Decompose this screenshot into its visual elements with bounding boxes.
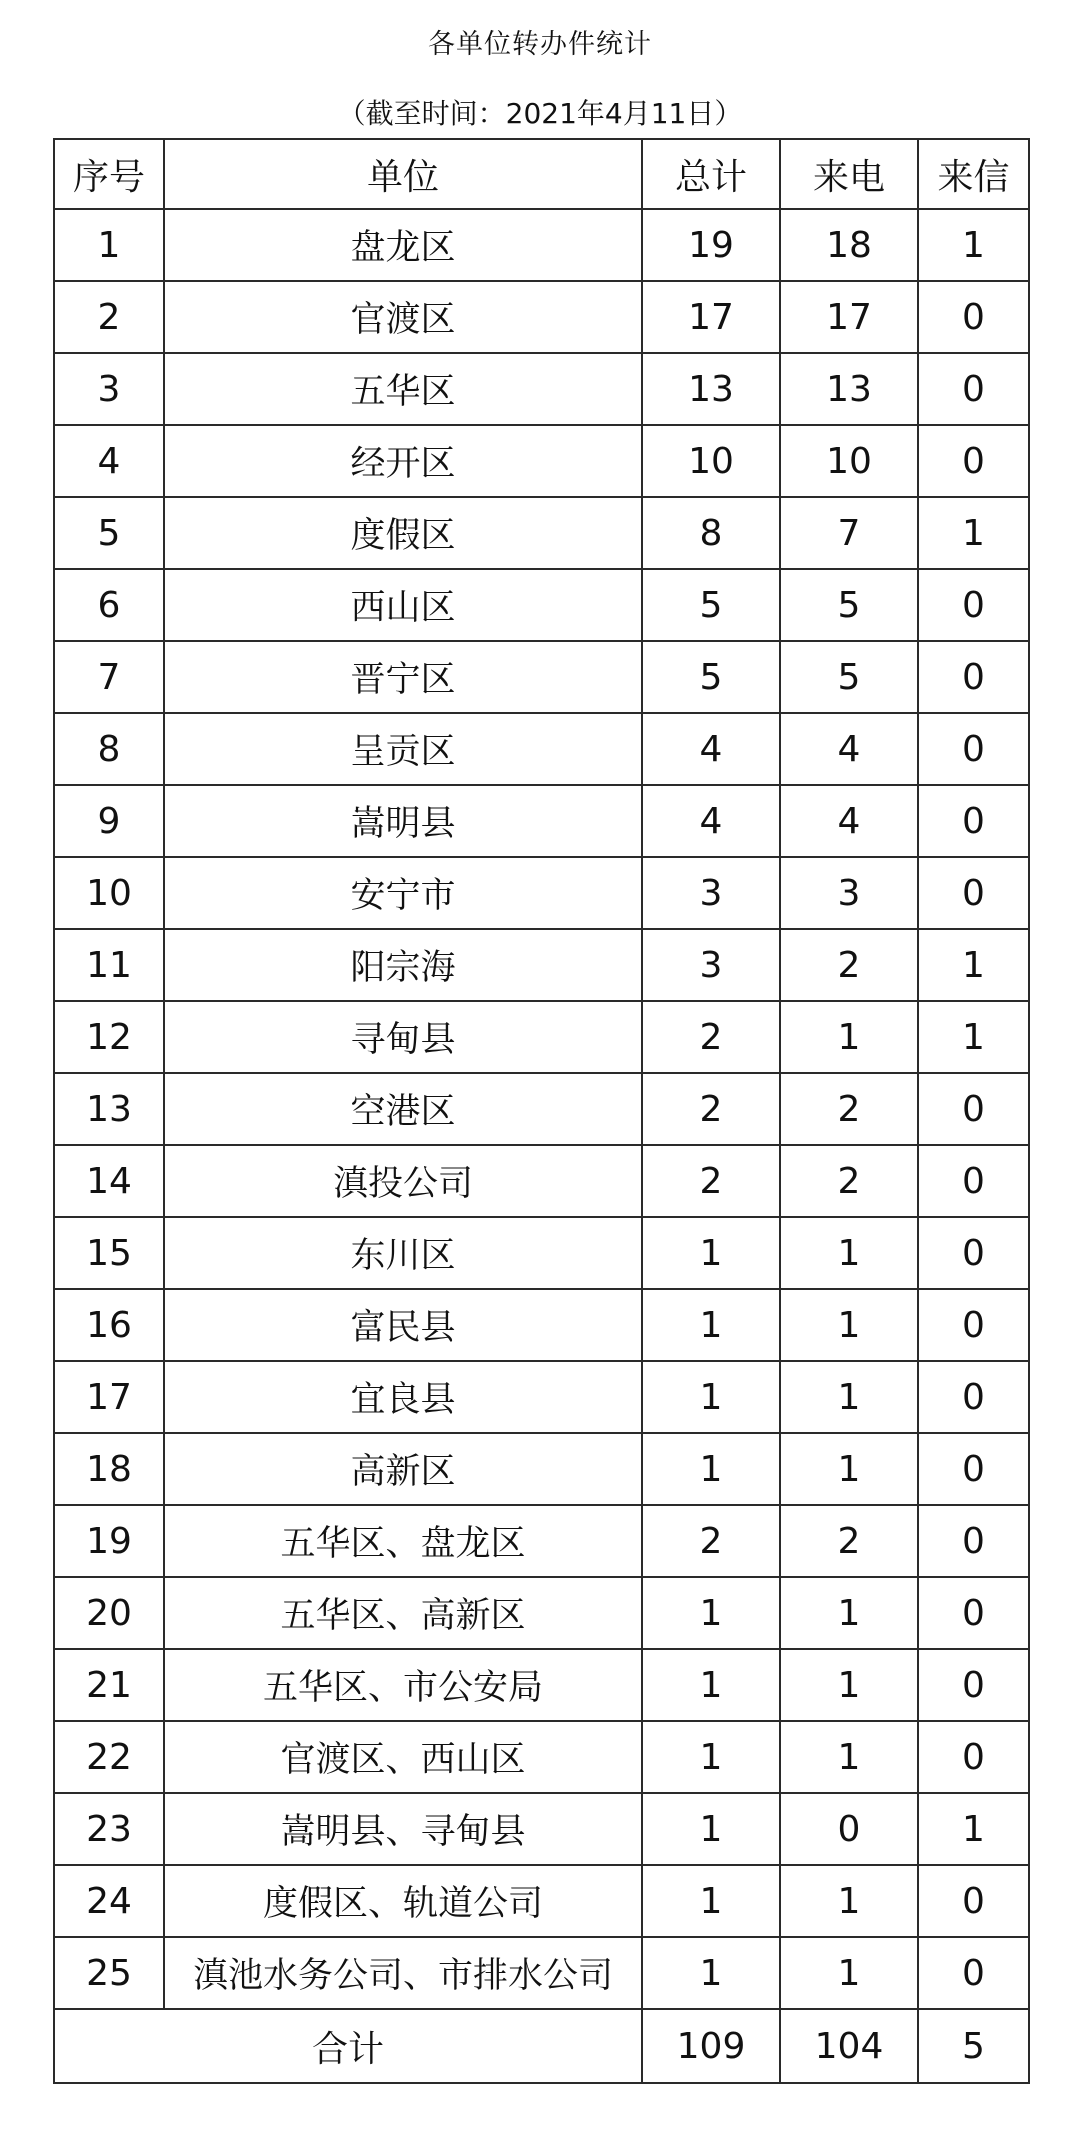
table-row [54, 1865, 1029, 1937]
cell-unit: 嵩明县、寻甸县 [164, 1793, 642, 1865]
cell-unit: 经开区 [164, 425, 642, 497]
cell-unit: 五华区 [164, 353, 642, 425]
table-body [54, 209, 1029, 2009]
cell-letters: 0 [918, 569, 1029, 641]
cell-serial-number: 13 [54, 1073, 164, 1145]
header-serial-number: 序号 [54, 139, 164, 209]
cell-calls: 18 [780, 209, 918, 281]
table-row [54, 929, 1029, 1001]
header-letters: 来信 [918, 139, 1029, 209]
cell-letters: 1 [918, 209, 1029, 281]
cell-calls: 1 [780, 1937, 918, 2009]
cell-serial-number: 12 [54, 1001, 164, 1073]
document-subtitle: （截至时间：2021年4月11日） [337, 97, 743, 130]
table-row [54, 1073, 1029, 1145]
cell-total: 1 [642, 1433, 780, 1505]
cell-total: 19 [642, 209, 780, 281]
cell-total: 5 [642, 569, 780, 641]
cell-calls: 2 [780, 1145, 918, 1217]
cell-unit: 高新区 [164, 1433, 642, 1505]
cell-unit: 五华区、市公安局 [164, 1649, 642, 1721]
cell-total: 3 [642, 929, 780, 1001]
table-row [54, 353, 1029, 425]
header-unit: 单位 [164, 139, 642, 209]
cell-calls: 1 [780, 1001, 918, 1073]
header-total: 总计 [642, 139, 780, 209]
cell-unit: 宜良县 [164, 1361, 642, 1433]
table-row [54, 281, 1029, 353]
table-row [54, 569, 1029, 641]
cell-letters: 0 [918, 785, 1029, 857]
cell-calls: 5 [780, 569, 918, 641]
cell-serial-number: 22 [54, 1721, 164, 1793]
total-letters: 5 [918, 2009, 1029, 2083]
cell-letters: 1 [918, 929, 1029, 1001]
cell-calls: 1 [780, 1433, 918, 1505]
cell-serial-number: 18 [54, 1433, 164, 1505]
cell-calls: 10 [780, 425, 918, 497]
table-row [54, 1289, 1029, 1361]
cell-total: 1 [642, 1289, 780, 1361]
cell-unit: 嵩明县 [164, 785, 642, 857]
cell-serial-number: 4 [54, 425, 164, 497]
table-header-row [54, 139, 1029, 209]
cell-serial-number: 15 [54, 1217, 164, 1289]
cell-letters: 0 [918, 1361, 1029, 1433]
cell-letters: 0 [918, 1073, 1029, 1145]
cell-letters: 0 [918, 1577, 1029, 1649]
cell-calls: 1 [780, 1217, 918, 1289]
table-total-row [54, 2009, 1029, 2083]
cell-unit: 五华区、高新区 [164, 1577, 642, 1649]
table-row [54, 425, 1029, 497]
statistics-table [53, 138, 1030, 2084]
cell-calls: 1 [780, 1649, 918, 1721]
table-row [54, 497, 1029, 569]
cell-letters: 0 [918, 1433, 1029, 1505]
cell-total: 2 [642, 1073, 780, 1145]
cell-calls: 7 [780, 497, 918, 569]
cell-unit: 西山区 [164, 569, 642, 641]
cell-calls: 4 [780, 713, 918, 785]
cell-total: 1 [642, 1577, 780, 1649]
table-row [54, 1505, 1029, 1577]
cell-unit: 盘龙区 [164, 209, 642, 281]
cell-serial-number: 5 [54, 497, 164, 569]
cell-total: 1 [642, 1649, 780, 1721]
document-title: 各单位转办件统计 [428, 29, 652, 60]
cell-total: 13 [642, 353, 780, 425]
table-row [54, 209, 1029, 281]
cell-serial-number: 7 [54, 641, 164, 713]
cell-letters: 0 [918, 1217, 1029, 1289]
table-row [54, 1793, 1029, 1865]
cell-letters: 1 [918, 497, 1029, 569]
total-sum: 109 [642, 2009, 780, 2083]
cell-calls: 1 [780, 1721, 918, 1793]
total-calls: 104 [780, 2009, 918, 2083]
cell-unit: 空港区 [164, 1073, 642, 1145]
cell-letters: 0 [918, 857, 1029, 929]
table-row [54, 1721, 1029, 1793]
cell-serial-number: 2 [54, 281, 164, 353]
cell-total: 1 [642, 1361, 780, 1433]
cell-unit: 阳宗海 [164, 929, 642, 1001]
cell-serial-number: 10 [54, 857, 164, 929]
cell-calls: 2 [780, 929, 918, 1001]
table-row [54, 1361, 1029, 1433]
cell-letters: 0 [918, 713, 1029, 785]
table-row [54, 1649, 1029, 1721]
cell-total: 4 [642, 785, 780, 857]
cell-total: 8 [642, 497, 780, 569]
cell-unit: 度假区 [164, 497, 642, 569]
cell-unit: 富民县 [164, 1289, 642, 1361]
cell-unit: 五华区、盘龙区 [164, 1505, 642, 1577]
cell-unit: 东川区 [164, 1217, 642, 1289]
cell-total: 1 [642, 1937, 780, 2009]
table-row [54, 1937, 1029, 2009]
cell-letters: 0 [918, 1289, 1029, 1361]
cell-unit: 官渡区、西山区 [164, 1721, 642, 1793]
table-row [54, 641, 1029, 713]
cell-serial-number: 19 [54, 1505, 164, 1577]
cell-total: 17 [642, 281, 780, 353]
cell-calls: 2 [780, 1073, 918, 1145]
cell-serial-number: 24 [54, 1865, 164, 1937]
cell-letters: 0 [918, 1721, 1029, 1793]
cell-total: 1 [642, 1721, 780, 1793]
table-row [54, 1433, 1029, 1505]
cell-letters: 1 [918, 1793, 1029, 1865]
table-row [54, 1001, 1029, 1073]
cell-calls: 1 [780, 1865, 918, 1937]
cell-unit: 官渡区 [164, 281, 642, 353]
cell-calls: 4 [780, 785, 918, 857]
cell-serial-number: 14 [54, 1145, 164, 1217]
cell-letters: 0 [918, 1505, 1029, 1577]
cell-unit: 滇池水务公司、市排水公司 [164, 1937, 642, 2009]
cell-total: 5 [642, 641, 780, 713]
cell-letters: 0 [918, 281, 1029, 353]
total-label: 合计 [54, 2009, 642, 2083]
table-row [54, 1217, 1029, 1289]
cell-unit: 度假区、轨道公司 [164, 1865, 642, 1937]
cell-total: 10 [642, 425, 780, 497]
cell-serial-number: 6 [54, 569, 164, 641]
table-row [54, 857, 1029, 929]
cell-total: 1 [642, 1865, 780, 1937]
cell-letters: 0 [918, 1145, 1029, 1217]
cell-serial-number: 3 [54, 353, 164, 425]
cell-unit: 寻甸县 [164, 1001, 642, 1073]
cell-calls: 1 [780, 1361, 918, 1433]
cell-total: 4 [642, 713, 780, 785]
cell-serial-number: 21 [54, 1649, 164, 1721]
cell-calls: 5 [780, 641, 918, 713]
cell-total: 2 [642, 1145, 780, 1217]
cell-calls: 0 [780, 1793, 918, 1865]
header-calls: 来电 [780, 139, 918, 209]
cell-calls: 17 [780, 281, 918, 353]
cell-total: 3 [642, 857, 780, 929]
table-row [54, 713, 1029, 785]
cell-calls: 3 [780, 857, 918, 929]
cell-calls: 13 [780, 353, 918, 425]
cell-letters: 0 [918, 1937, 1029, 2009]
cell-total: 1 [642, 1793, 780, 1865]
cell-letters: 0 [918, 1865, 1029, 1937]
cell-total: 2 [642, 1505, 780, 1577]
cell-calls: 1 [780, 1289, 918, 1361]
cell-serial-number: 1 [54, 209, 164, 281]
cell-total: 2 [642, 1001, 780, 1073]
cell-unit: 呈贡区 [164, 713, 642, 785]
cell-letters: 0 [918, 353, 1029, 425]
cell-total: 1 [642, 1217, 780, 1289]
cell-serial-number: 9 [54, 785, 164, 857]
table-row [54, 1577, 1029, 1649]
cell-serial-number: 11 [54, 929, 164, 1001]
cell-letters: 0 [918, 425, 1029, 497]
cell-serial-number: 17 [54, 1361, 164, 1433]
cell-serial-number: 20 [54, 1577, 164, 1649]
cell-serial-number: 16 [54, 1289, 164, 1361]
cell-letters: 0 [918, 641, 1029, 713]
cell-serial-number: 23 [54, 1793, 164, 1865]
cell-unit: 安宁市 [164, 857, 642, 929]
cell-letters: 0 [918, 1649, 1029, 1721]
cell-serial-number: 25 [54, 1937, 164, 2009]
cell-calls: 2 [780, 1505, 918, 1577]
table-row [54, 1145, 1029, 1217]
cell-calls: 1 [780, 1577, 918, 1649]
cell-unit: 滇投公司 [164, 1145, 642, 1217]
table-row [54, 785, 1029, 857]
cell-unit: 晋宁区 [164, 641, 642, 713]
cell-serial-number: 8 [54, 713, 164, 785]
cell-letters: 1 [918, 1001, 1029, 1073]
